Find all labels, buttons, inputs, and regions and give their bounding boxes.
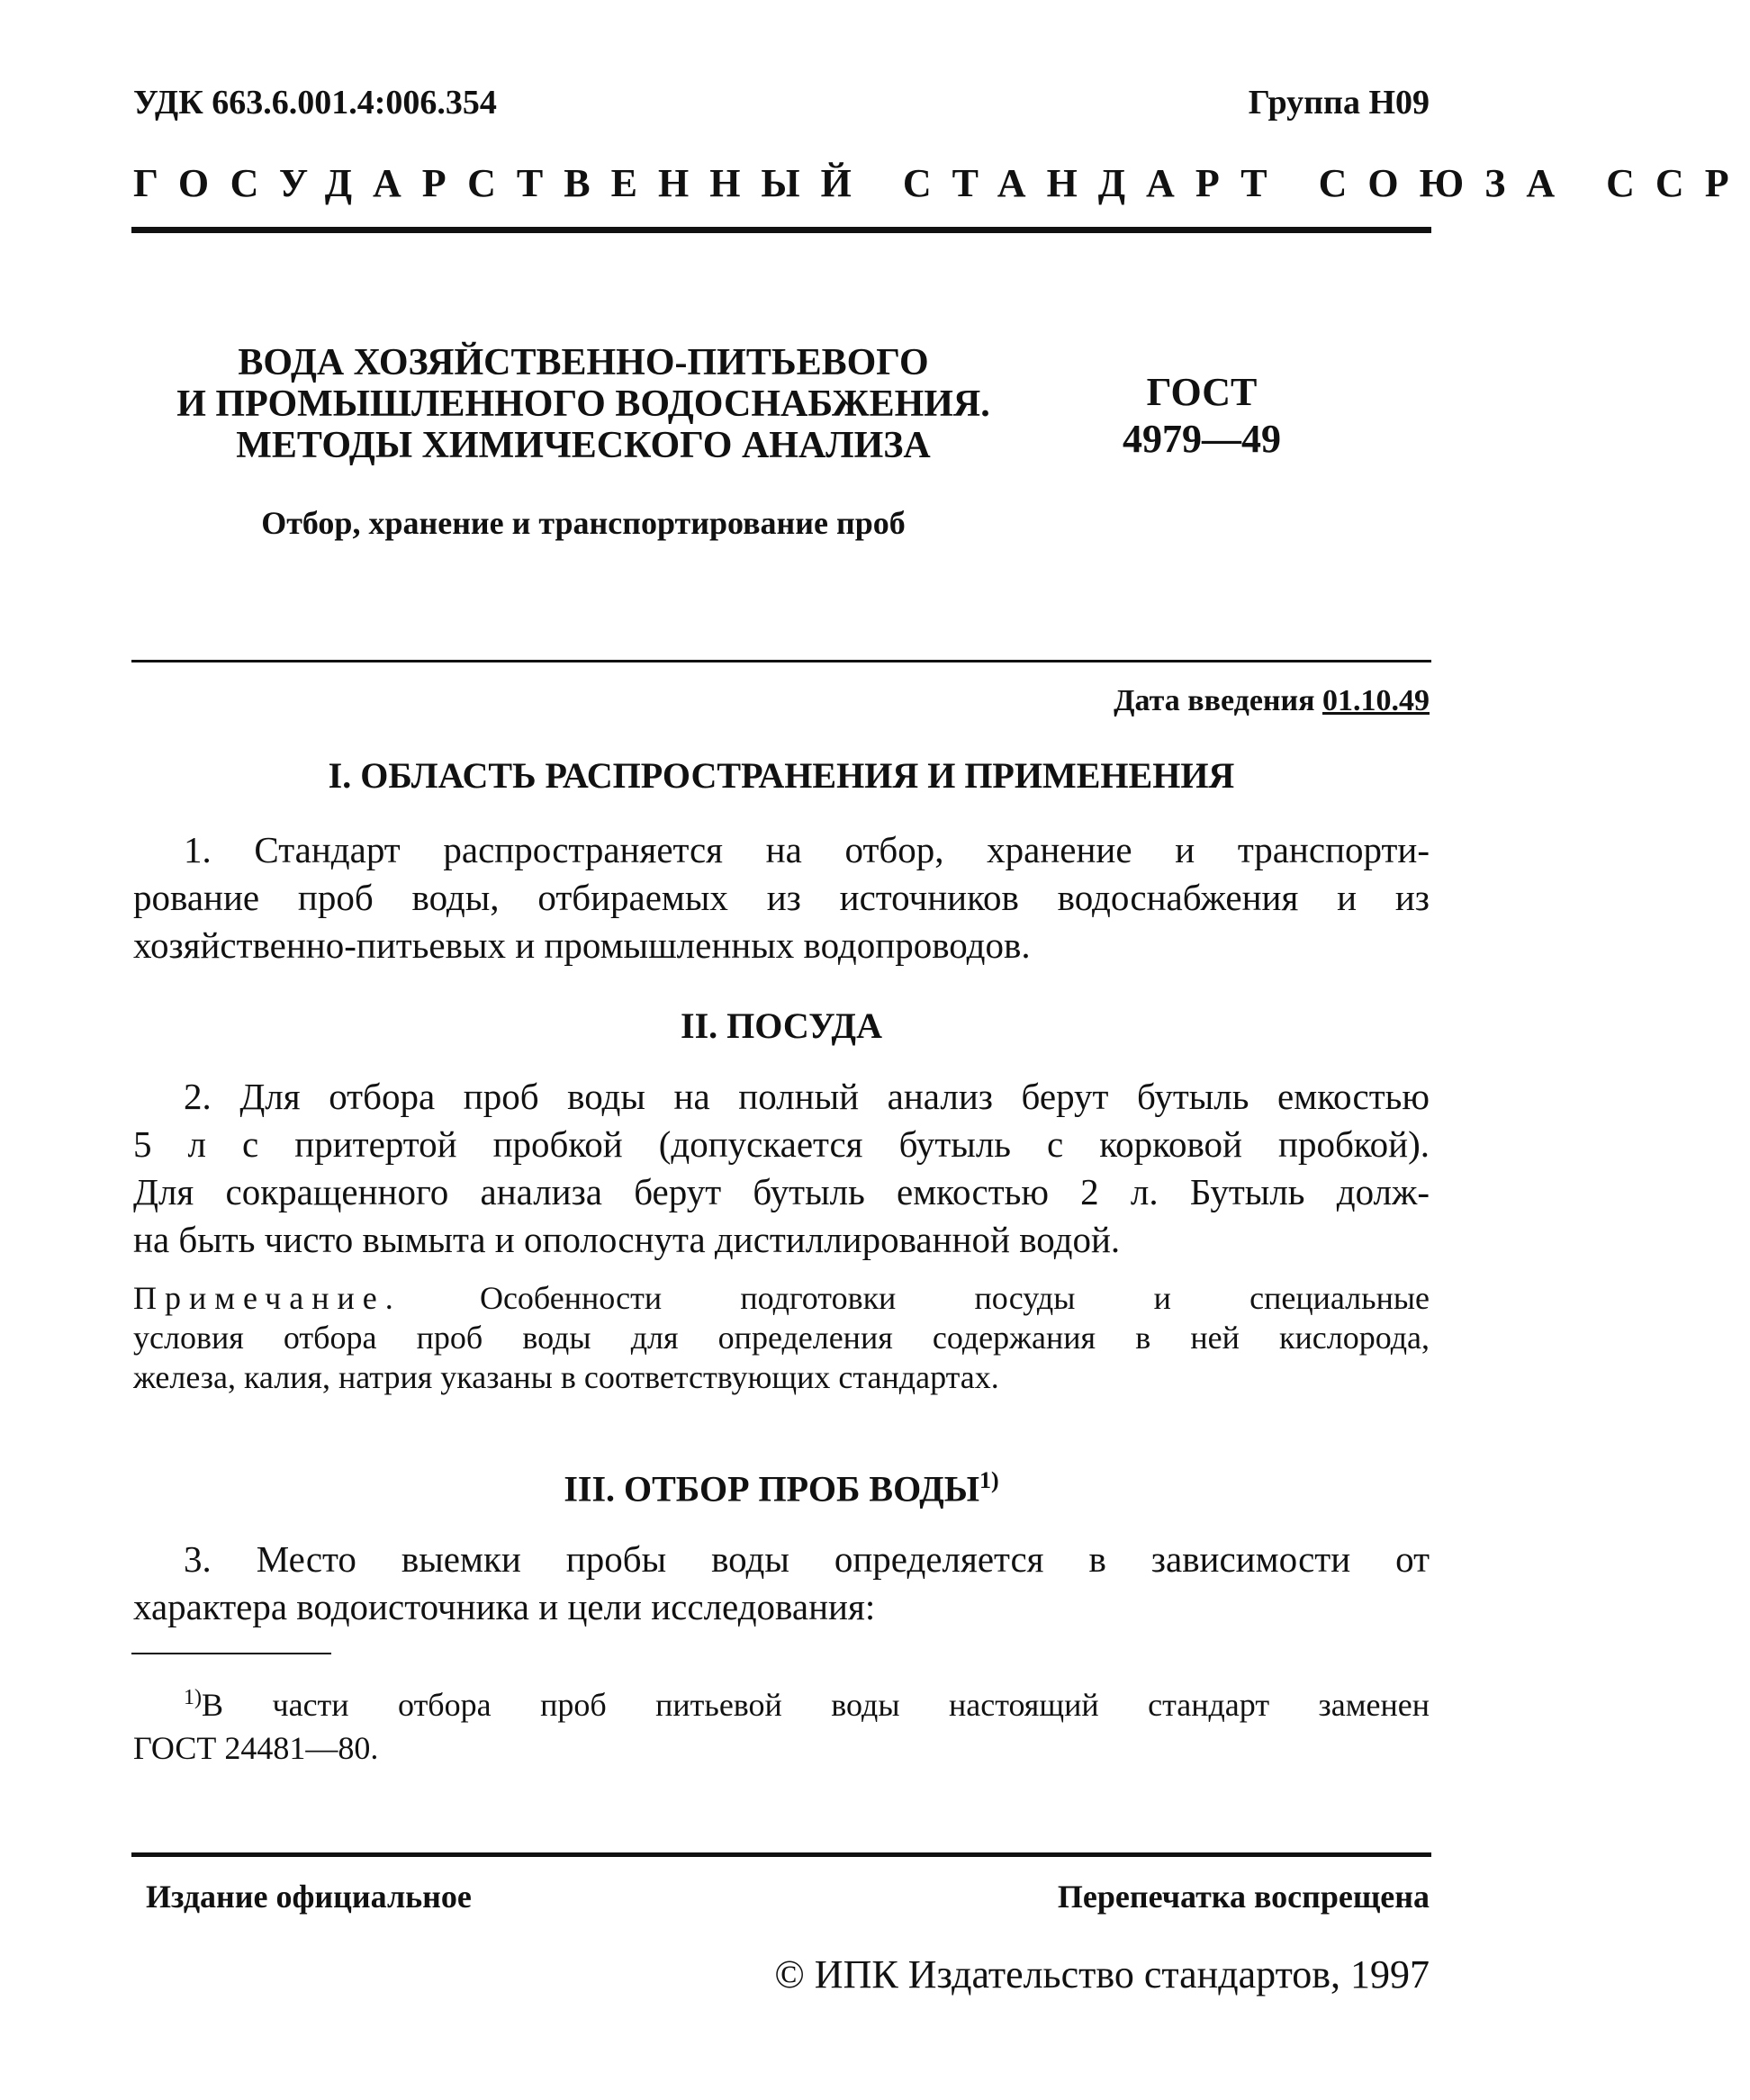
footnote-rule [131, 1653, 331, 1654]
reprint-prohibited-label: Перепечатка воспрещена [1057, 1879, 1430, 1915]
title-line-1: ВОДА ХОЗЯЙСТВЕННО-ПИТЬЕВОГО [238, 342, 929, 383]
header-rule [131, 227, 1431, 233]
note-label: Примечание. [133, 1280, 401, 1316]
note-line [133, 1278, 1430, 1318]
note-line: условия отбора проб воды для определения содержания в ней кислорода, [133, 1320, 1430, 1356]
footnote-line: ГОСТ 24481—80. [133, 1730, 379, 1766]
gost-designation [1080, 369, 1323, 463]
note-line: железа, калия, натрия указаны в соответствующих стандартах. [133, 1359, 999, 1395]
document-subtitle: Отбор, хранение и транспортирование проб [261, 505, 906, 541]
paragraph-2-line: 2. Для отбора проб воды на полный анализ берут бутыль емкостью [184, 1076, 1430, 1117]
paragraph-2-line: 5 л с притертой пробкой (допускается бутыль с корковой пробкой). [133, 1123, 1430, 1165]
paragraph-2-line: Для сокращенного анализа берут бутыль емкостью 2 л. Бутыль долж- [133, 1171, 1430, 1212]
footnote-mark: 1) [184, 1686, 202, 1709]
paragraph-3 [133, 1536, 1430, 1631]
paragraph-1-line: хозяйственно-питьевых и промышленных водопроводов. [133, 924, 1031, 966]
paragraph-1 [133, 826, 1430, 969]
official-edition-label: Издание официальное [146, 1879, 472, 1915]
footer-rule [131, 1852, 1431, 1857]
paragraph-3-line: характера водоисточника и цели исследования: [133, 1586, 876, 1627]
copyright-notice: © ИПК Издательство стандартов, 1997 [774, 1952, 1430, 1996]
intro-date [1114, 684, 1430, 718]
section-1-heading: I. ОБЛАСТЬ РАСПРОСТРАНЕНИЯ И ПРИМЕНЕНИЯ [328, 755, 1235, 796]
gost-number: 4979—49 [1123, 417, 1281, 461]
footnote-text: В части отбора проб питьевой воды настоящий стандарт заменен [202, 1687, 1430, 1723]
group-code: Группа Н09 [1248, 84, 1430, 122]
paragraph-1-line: 1. Стандарт распространяется на отбор, хранение и транспорти- [184, 829, 1430, 870]
state-standard-heading: ГОСУДАРСТВЕННЫЙ СТАНДАРТ СОЮЗА ССР [133, 161, 1750, 205]
paragraph-1-line: рование проб воды, отбираемых из источников водоснабжения и из [133, 877, 1430, 918]
gost-label: ГОСТ [1146, 370, 1258, 414]
note [133, 1278, 1430, 1397]
title-line-2: И ПРОМЫШЛЕННОГО ВОДОСНАБЖЕНИЯ. [176, 383, 990, 425]
footnote-reference: 1) [979, 1467, 999, 1493]
footnote [133, 1676, 1430, 1770]
document-title [133, 342, 1033, 466]
footnote-line [133, 1676, 1430, 1726]
intro-date-value: 01.10.49 [1322, 684, 1430, 717]
paragraph-2-line: на быть чисто вымыта и ополоснута дистиллированной водой. [133, 1219, 1121, 1260]
paragraph-2 [133, 1073, 1430, 1264]
note-text: Особенности подготовки посуды и специальные [479, 1280, 1430, 1316]
udk-code: УДК 663.6.001.4:006.354 [133, 84, 497, 122]
section-3-heading-text: III. ОТБОР ПРОБ ВОДЫ [564, 1468, 979, 1510]
title-line-3: МЕТОДЫ ХИМИЧЕСКОГО АНАЛИЗА [236, 425, 931, 466]
section-3-heading [133, 1467, 1430, 1510]
title-rule [131, 660, 1431, 662]
section-2-heading: II. ПОСУДА [681, 1005, 882, 1046]
intro-date-label: Дата введения [1114, 684, 1315, 717]
paragraph-3-line: 3. Место выемки пробы воды определяется в зависимости от [184, 1538, 1430, 1580]
